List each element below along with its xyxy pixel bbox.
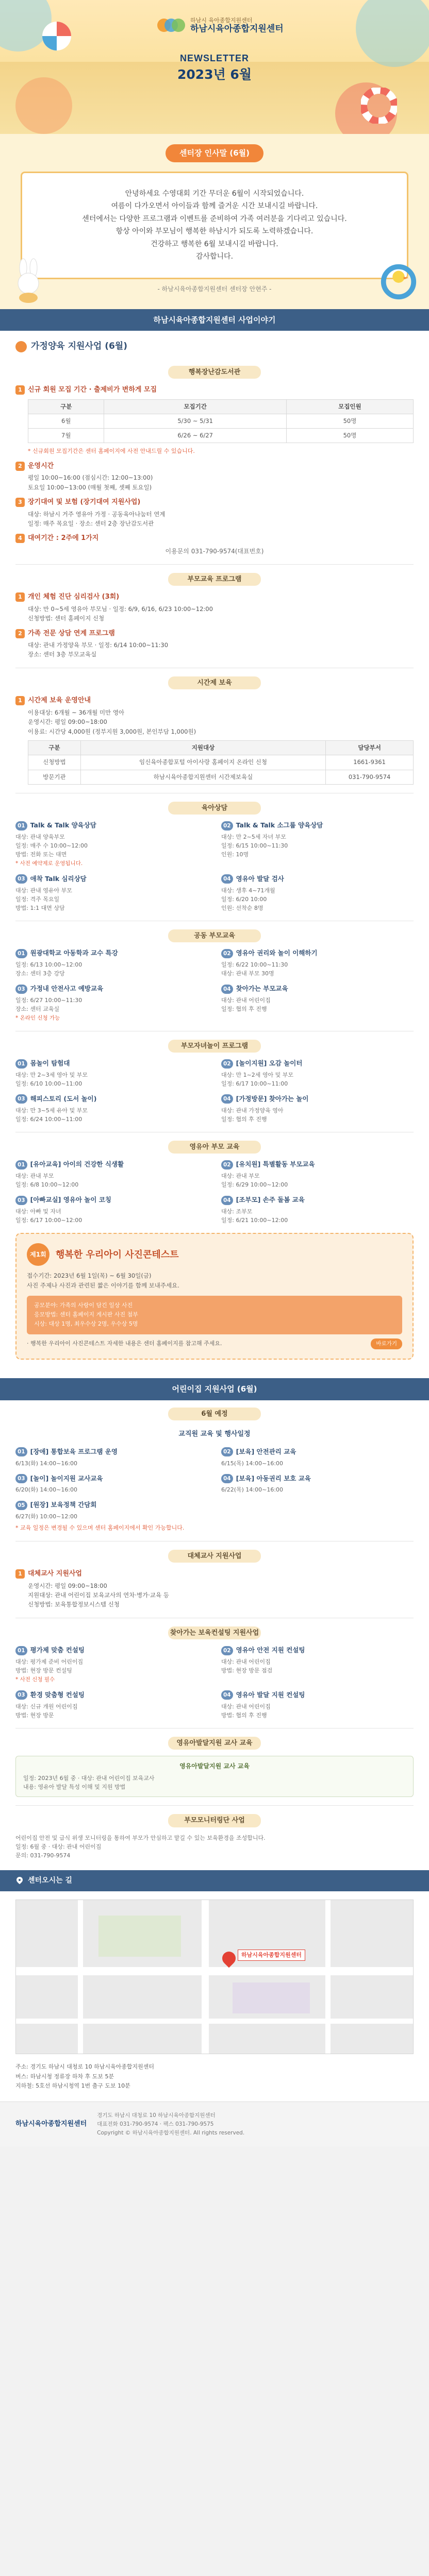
card-title-label: 가정내 안전사고 예방교육 xyxy=(30,985,104,993)
subtitle-month: 6월 예정 xyxy=(168,1408,261,1421)
card-title-label: 영유아 발달 지원 컨설팅 xyxy=(236,1690,305,1699)
card-line: 대상: 신규 개원 어린이집 xyxy=(15,1703,78,1710)
number-badge: 2 xyxy=(15,629,25,638)
card-title xyxy=(221,821,414,831)
card-title xyxy=(15,1690,208,1700)
program-card xyxy=(221,1195,414,1225)
card-title-label: [장애] 통합보육 프로그램 운영 xyxy=(30,1447,118,1455)
card-number-badge: 02 xyxy=(221,1447,233,1456)
card-line: 대상: 관내 어린이집 xyxy=(221,1658,271,1666)
card-number-badge: 02 xyxy=(221,821,233,831)
card-line: 장소: 센터 3층 강당 xyxy=(15,970,65,977)
number-badge: 4 xyxy=(15,534,25,543)
card-number-badge: 01 xyxy=(15,1447,27,1456)
subtitle-parent: 부모교육 프로그램 xyxy=(168,573,261,586)
footer-logo: 하남시육아종합지원센터 xyxy=(15,2120,87,2128)
card-number-badge: 03 xyxy=(15,1094,27,1104)
card-number-badge: 03 xyxy=(15,1196,27,1205)
card-title-label: 해피스토리 (도서 놀이) xyxy=(30,1095,97,1103)
swim-ring-icon xyxy=(361,88,397,124)
card-line: 일정: 6/20 10:00 xyxy=(221,895,267,903)
table-cell: 1661-9361 xyxy=(326,755,414,770)
footer-line: 대표전화 031-790-9574 · 팩스 031-790-9575 xyxy=(97,2121,214,2127)
table-row xyxy=(28,770,414,784)
card-number-badge: 02 xyxy=(221,1160,233,1170)
card-line: 일정: 6/10 10:00~11:00 xyxy=(15,1080,82,1088)
hero-banner xyxy=(0,0,429,134)
card-number-badge: 04 xyxy=(221,985,233,994)
safe-line: 문의: 031-790-9574 xyxy=(15,1852,71,1859)
card-line: 일정: 격주 목요일 xyxy=(15,895,60,903)
subtitle-parent-edu: 공동 부모교육 xyxy=(168,929,261,943)
subtitle-edu: 교직원 교육 및 행사일정 xyxy=(178,1430,251,1438)
card-title xyxy=(221,1059,414,1069)
card-line: 대상: 조부모 xyxy=(221,1208,253,1215)
location-map[interactable] xyxy=(15,1900,414,2054)
program-card xyxy=(221,948,414,978)
hotline-text: 이용문의 031-790-9574(대표번호) xyxy=(165,547,264,555)
contest-title: 행복한 우리아이 사진콘테스트 xyxy=(56,1249,179,1260)
card-note: * 온라인 신청 가능 xyxy=(15,1015,60,1022)
table-cell: 임신육아종합포털 아이사랑 홈페이지 온라인 신청 xyxy=(80,755,325,770)
card-title xyxy=(15,1094,208,1104)
card-line: 대상: 관내 부모 xyxy=(15,1173,54,1180)
card-title-label: 찾아가는 부모교육 xyxy=(236,985,288,993)
map-band-label: 센터오시는 길 xyxy=(28,1876,73,1885)
card-title xyxy=(221,1447,414,1457)
greeting-line: 항상 아이와 부모님이 행복한 하남시가 되도록 노력하겠습니다. xyxy=(116,227,314,235)
org-logo xyxy=(157,16,284,35)
program-card xyxy=(15,1646,208,1684)
family-chapter-title xyxy=(0,331,429,359)
greeting-line: 건강하고 행복한 6월 보내시길 바랍니다. xyxy=(151,240,278,248)
card-number-badge: 01 xyxy=(15,1160,27,1170)
beach-ball-icon xyxy=(41,21,72,52)
card-note: * 사전 신청 필수 xyxy=(15,1676,55,1683)
children-content xyxy=(0,1408,429,1870)
item-label: 신규 회원 모집 기간 · 출제비가 변하게 모집 xyxy=(28,386,157,394)
card-number-badge: 04 xyxy=(221,1094,233,1104)
card-title xyxy=(221,984,414,994)
card-line: 일정: 6/22 10:00~11:30 xyxy=(221,961,288,969)
program-card xyxy=(221,1094,414,1124)
table-row xyxy=(28,755,414,770)
card-number-badge: 01 xyxy=(15,1059,27,1069)
card-line: 대상: 관내 부모 30명 xyxy=(221,970,274,977)
newsletter-label: NEWSLETTER xyxy=(180,53,249,63)
program-card xyxy=(221,1447,414,1468)
table-row xyxy=(28,414,414,428)
card-line: 방법: 1:1 대면 상담 xyxy=(15,904,65,911)
card-line: 장소: 센터 교육실 xyxy=(15,1005,60,1012)
business-band: 하남시육아종합지원센터 사업이야기 xyxy=(0,309,429,331)
card-title xyxy=(15,984,208,994)
org-name: 하남시육아종합지원센터 xyxy=(190,23,284,34)
table-header: 담당부서 xyxy=(326,741,414,755)
card-title xyxy=(221,1690,414,1700)
chapter-bullet-icon xyxy=(15,341,27,352)
program-card xyxy=(15,1500,208,1521)
card-line: 일정: 매주 수 10:00~12:00 xyxy=(15,842,88,850)
program-card xyxy=(15,1094,208,1124)
greeting-signature: - 하남시육아종합지원센터 센터장 안현주 - xyxy=(157,285,272,293)
greeting-line: 센터에서는 다양한 프로그램과 이벤트를 준비하여 가족 여러분을 기다리고 있습니다. xyxy=(82,214,347,223)
item-line: 신청방법: 센터 홈페이지 신청 xyxy=(28,615,105,622)
card-line: 6/22(목) 14:00~16:00 xyxy=(221,1486,284,1494)
table-cell: 6/26 ~ 6/27 xyxy=(104,429,286,443)
card-line: 6/15(목) 14:00~16:00 xyxy=(221,1460,284,1467)
item-title xyxy=(15,696,414,706)
counsel-table xyxy=(28,740,414,785)
card-title-label: 환경 맞춤형 컨설팅 xyxy=(30,1690,85,1699)
card-line: 일정: 6/27 10:00~11:30 xyxy=(15,996,82,1004)
card-number-badge: 02 xyxy=(221,949,233,958)
card-line: 일정: 6/17 10:00~11:00 xyxy=(221,1080,288,1088)
card-line: 방법: 현장 방문 점검 xyxy=(221,1667,273,1674)
card-title xyxy=(15,1500,208,1510)
item-line: 대상: 만 0~5세 영유아 부모님 · 일정: 6/9, 6/16, 6/23 10:00~12:00 xyxy=(28,605,213,613)
card-number-badge: 01 xyxy=(15,1646,27,1655)
card-line: 방법: 전화 또는 대면 xyxy=(15,851,67,858)
duck-illustration-icon xyxy=(378,262,419,302)
card-line: 대상: 관내 어린이집 xyxy=(221,996,271,1004)
contest-detail-box xyxy=(27,1296,402,1334)
card-title-label: [원장] 보육정책 간담회 xyxy=(30,1501,97,1509)
table-cell: 50명 xyxy=(286,414,413,428)
item-title xyxy=(15,629,414,639)
card-line: 일정: 6/24 10:00~11:00 xyxy=(15,1115,82,1123)
card-line: 대상: 만 1~2세 영아 및 부모 xyxy=(221,1072,294,1079)
item-title xyxy=(15,533,414,544)
table-header: 모집기간 xyxy=(104,399,286,414)
item-title xyxy=(15,461,414,471)
table-row xyxy=(28,429,414,443)
program-card xyxy=(15,984,208,1023)
item-line: 토요일 10:00~13:00 (매월 첫째, 셋째 토요일) xyxy=(28,483,152,491)
edu-note: * 교육 일정은 변경될 수 있으며 센터 홈페이지에서 확인 가능합니다. xyxy=(15,1524,185,1532)
table-note: * 신규회원 모집기간은 센터 홈페이지에 사전 안내드릴 수 있습니다. xyxy=(28,448,195,455)
item-title xyxy=(15,592,414,602)
box-line: 일정: 2023년 6월 중 · 대상: 관내 어린이집 보육교사 xyxy=(23,1775,155,1782)
map-pin-icon xyxy=(220,1949,239,1968)
card-title-label: [유아교육] 아이의 건강한 식생활 xyxy=(30,1160,124,1168)
safe-line: 어린이집 안전 및 급식 위생 모니터링을 통하여 부모가 안심하고 맡길 수 있는 보육환경을 조성합니다. xyxy=(15,1834,266,1841)
item-line: 신청방법: 보육통합정보시스템 신청 xyxy=(28,1601,120,1608)
item-line: 장소: 센터 3층 부모교육실 xyxy=(28,651,97,658)
number-badge: 1 xyxy=(15,385,25,395)
table-header: 지원대상 xyxy=(80,741,325,755)
card-line: 대상: 만 2~3세 영아 및 부모 xyxy=(15,1072,88,1079)
card-title-label: [놀이] 놀이지원 교사교육 xyxy=(30,1474,103,1482)
program-card xyxy=(15,821,208,868)
item-label: 개인 체험 진단 심리검사 (3회) xyxy=(28,593,120,601)
table-header: 구분 xyxy=(28,741,81,755)
transit-line: 주소: 경기도 하남시 대청로 10 하남시육아종합지원센터 xyxy=(15,2063,154,2070)
card-line: 인원: 선착순 8명 xyxy=(221,904,263,911)
contest-detail-line: 시상: 대상 1명, 최우수상 2명, 우수상 5명 xyxy=(34,1320,138,1328)
card-line: 대상: 관내 양육부모 xyxy=(15,834,65,841)
card-number-badge: 02 xyxy=(221,1059,233,1069)
contest-line: 사진 주제나 사진과 관련된 짧은 이야기를 함께 보내주세요. xyxy=(27,1282,179,1290)
org-subtitle: 하남시 육아종합지원센터 xyxy=(190,16,253,24)
card-number-badge: 04 xyxy=(221,1474,233,1483)
map-band xyxy=(0,1870,429,1891)
box-line: 내용: 영유아 발달 특성 이해 및 지원 방법 xyxy=(23,1784,126,1791)
item-label: 장기대여 및 보험 (장기대여 지원사업) xyxy=(28,498,141,506)
item-label: 대여기간 : 2주에 1가지 xyxy=(28,534,99,543)
program-card xyxy=(15,1160,208,1189)
table-header: 모집인원 xyxy=(286,399,413,414)
card-note: * 사전 예약제로 운영됩니다. xyxy=(15,860,83,867)
box-title: 영유아발달지원 교사 교육 xyxy=(179,1762,250,1770)
card-line: 6/27(화) 10:00~12:00 xyxy=(15,1513,78,1520)
card-title-label: Talk & Talk 양육상담 xyxy=(30,821,96,829)
card-title xyxy=(221,874,414,884)
item-line: 이용대상: 6개월 ~ 36개월 미만 영아 xyxy=(28,708,125,716)
item-title xyxy=(15,1569,414,1579)
card-line: 방법: 현장 방문 xyxy=(15,1711,54,1719)
program-card xyxy=(221,874,414,912)
card-title xyxy=(15,948,208,958)
card-title-label: 애착 Talk 심리상담 xyxy=(30,874,87,883)
card-number-badge: 03 xyxy=(15,874,27,884)
transit-line: 버스: 하남시청 정류장 하차 후 도보 5분 xyxy=(15,2073,114,2080)
subtitle-counsel: 시간제 보육 xyxy=(168,676,261,690)
card-title-label: 영유아 권리와 놀이 이해하기 xyxy=(236,949,318,957)
table-cell: 7월 xyxy=(28,429,104,443)
card-grid xyxy=(15,821,414,912)
issue-title: 2023년 6월 xyxy=(177,67,252,82)
transit-line: 지하철: 5호선 하남시청역 1번 출구 도보 10분 xyxy=(15,2082,130,2090)
bunny-illustration-icon xyxy=(10,258,46,304)
card-grid xyxy=(15,1160,414,1225)
card-grid xyxy=(15,1059,414,1124)
card-title-label: 몸놀이 탐험대 xyxy=(30,1059,70,1067)
item-label: 가족 전문 상담 연계 프로그램 xyxy=(28,629,115,637)
greeting-badge: 센터장 인사말 (6월) xyxy=(166,144,263,162)
card-number-badge: 04 xyxy=(221,1690,233,1700)
subtitle-extension: 영유아 부모 교육 xyxy=(168,1141,261,1154)
table-cell: 031-790-9574 xyxy=(326,770,414,784)
card-line: 일정: 6/8 10:00~12:00 xyxy=(15,1181,79,1189)
children-band: 어린이집 지원사업 (6월) xyxy=(0,1378,429,1400)
card-line: 일정: 6/13 10:00~12:00 xyxy=(15,961,82,969)
program-card xyxy=(221,1160,414,1189)
card-title-label: Talk & Talk 소그룹 양육상담 xyxy=(236,821,323,829)
table-cell: 50명 xyxy=(286,429,413,443)
program-card xyxy=(15,948,208,978)
item-label: 운영시간 xyxy=(28,462,54,470)
program-card xyxy=(221,1690,414,1720)
card-title-label: 영유아 발달 검사 xyxy=(236,874,284,883)
card-title-label: 평가제 맞춤 컨설팅 xyxy=(30,1646,85,1654)
table-cell: 방문기관 xyxy=(28,770,81,784)
card-line: 일정: 협의 후 진행 xyxy=(221,1115,267,1123)
card-line: 대상: 관내 가정양육 영아 xyxy=(221,1107,284,1114)
contest-link-text: · 행복한 우리아이 사진콘테스트 자세한 내용은 센터 홈페이지를 참고해 주세요. xyxy=(27,1340,222,1347)
subtitle-playroom: 행복장난감도서관 xyxy=(168,366,261,379)
table-cell: 신청방법 xyxy=(28,755,81,770)
card-title-label: [유치원] 특별활동 부모교육 xyxy=(236,1160,315,1168)
contest-detail-line: 공모분야: 가족의 사랑이 담긴 일상 사진 xyxy=(34,1302,133,1309)
card-title xyxy=(15,1195,208,1205)
card-title xyxy=(15,1646,208,1655)
card-line: 6/20(화) 14:00~16:00 xyxy=(15,1486,78,1494)
card-line: 대상: 관내 어린이집 xyxy=(221,1703,271,1710)
logo-mark-icon xyxy=(157,16,185,35)
footer xyxy=(0,2102,429,2146)
contest-detail-line: 응모방법: 센터 홈페이지 게시판 사진 첨부 xyxy=(34,1311,138,1318)
card-number-badge: 01 xyxy=(15,821,27,831)
card-line: 방법: 협의 후 진행 xyxy=(221,1711,267,1719)
card-line: 대상: 아빠 및 자녀 xyxy=(15,1208,61,1215)
card-title xyxy=(15,1059,208,1069)
card-title-label: [아빠교실] 영유아 놀이 코칭 xyxy=(30,1196,111,1204)
card-title xyxy=(221,1474,414,1484)
card-line: 일정: 6/17 10:00~12:00 xyxy=(15,1217,82,1224)
transit-info xyxy=(0,2062,429,2102)
subtitle-safe: 부모모니터링단 사업 xyxy=(168,1814,261,1827)
subtitle-home: 찾아가는 보육컨설팅 지원사업 xyxy=(168,1626,261,1640)
card-line: 인원: 10명 xyxy=(221,851,249,858)
card-line: 6/13(화) 14:00~16:00 xyxy=(15,1460,78,1467)
subtitle-consult: 대체교사 지원사업 xyxy=(168,1550,261,1563)
card-title-label: [놀이지원] 오감 놀이터 xyxy=(236,1059,303,1067)
subtitle-family-play: 부모자녀놀이 프로그램 xyxy=(168,1040,261,1053)
program-card xyxy=(15,874,208,912)
card-number-badge: 03 xyxy=(15,1690,27,1700)
card-number-badge: 02 xyxy=(221,1646,233,1655)
program-card xyxy=(15,1447,208,1468)
program-card xyxy=(15,1474,208,1495)
table-cell: 하남시육아종합지원센터 시간제보육실 xyxy=(80,770,325,784)
card-line: 대상: 관내 부모 xyxy=(221,1173,260,1180)
table-cell: 6월 xyxy=(28,414,104,428)
program-card xyxy=(15,1195,208,1225)
card-line: 대상: 생후 4~71개월 xyxy=(221,887,275,894)
card-title xyxy=(221,1094,414,1104)
card-number-badge: 03 xyxy=(15,985,27,994)
card-line: 방법: 현장 방문 컨설팅 xyxy=(15,1667,72,1674)
card-title-label: [가정방문] 찾아가는 놀이 xyxy=(236,1095,309,1103)
recruit-table xyxy=(28,399,414,444)
program-card xyxy=(221,1059,414,1088)
number-badge: 1 xyxy=(15,592,25,602)
item-line: 이용료: 시간당 4,000원 (정부지원 3,000원, 본인부담 1,000원) xyxy=(28,727,196,735)
card-title-label: 영유아 안전 지원 컨설팅 xyxy=(236,1646,305,1654)
number-badge: 2 xyxy=(15,462,25,471)
footer-line: Copyright © 하남시육아종합지원센터. All rights reserved. xyxy=(97,2129,245,2136)
card-line: 대상: 평가제 준비 어린이집 xyxy=(15,1658,84,1666)
card-title xyxy=(15,821,208,831)
number-badge: 1 xyxy=(15,1569,25,1579)
table-cell: 5/30 ~ 5/31 xyxy=(104,414,286,428)
card-title xyxy=(15,1160,208,1170)
card-title xyxy=(221,1160,414,1170)
item-line: 평일 10:00~16:00 (점심시간: 12:00~13:00) xyxy=(28,474,153,482)
safe-line: 일정: 6월 중 · 대상: 관내 어린이집 xyxy=(15,1843,102,1850)
info-box xyxy=(15,1756,414,1797)
card-title xyxy=(15,874,208,884)
contest-badge: 제1회 xyxy=(27,1243,50,1266)
card-line: 일정: 협의 후 진행 xyxy=(221,1005,267,1012)
item-line: 대상: 관내 가정양육 부모 · 일정: 6/14 10:00~11:30 xyxy=(28,641,169,649)
table-header: 구분 xyxy=(28,399,104,414)
contest-line: 접수기간: 2023년 6월 1일(목) ~ 6월 30일(금) xyxy=(27,1272,152,1280)
card-title-label: [보육] 안전관리 교육 xyxy=(236,1447,296,1455)
program-card xyxy=(221,1474,414,1495)
item-line: 지원대상: 관내 어린이집 보육교사의 연차·병가·교육 등 xyxy=(28,1591,169,1599)
card-grid xyxy=(15,948,414,1022)
card-line: 대상: 만 3~5세 유아 및 부모 xyxy=(15,1107,88,1114)
card-title xyxy=(221,1195,414,1205)
program-card xyxy=(221,984,414,1023)
card-number-badge: 04 xyxy=(221,1196,233,1205)
card-title xyxy=(15,1474,208,1484)
card-title-label: 원광대학교 아동학과 교수 특강 xyxy=(30,949,118,957)
item-line: 운영시간: 평일 09:00~18:00 xyxy=(28,718,107,726)
number-badge: 3 xyxy=(15,498,25,507)
family-content xyxy=(0,366,429,1379)
card-title-label: [보육] 아동권리 보호 교육 xyxy=(236,1474,311,1482)
item-line: 대상: 하남시 거주 영유아 가정 · 공동육아나눔터 연계 xyxy=(28,510,166,518)
footer-line: 경기도 하남시 대청로 10 하남시육아종합지원센터 xyxy=(97,2112,216,2119)
contest-go-button[interactable]: 바로가기 xyxy=(371,1338,402,1350)
card-number-badge: 01 xyxy=(15,949,27,958)
item-label: 대체교사 지원사업 xyxy=(28,1570,82,1578)
card-title xyxy=(221,948,414,958)
card-line: 일정: 6/15 10:00~11:30 xyxy=(221,842,288,850)
greeting-line: 여름이 다가오면서 아이들과 함께 즐거운 시간 보내시길 바랍니다. xyxy=(111,202,318,210)
item-title xyxy=(15,497,414,507)
item-line: 일정: 매주 목요일 · 장소: 센터 2층 장난감도서관 xyxy=(28,519,154,527)
greeting-box xyxy=(21,172,408,279)
card-line: 일정: 6/21 10:00~12:00 xyxy=(221,1217,288,1224)
item-line: 운영시간: 평일 09:00~18:00 xyxy=(28,1582,107,1589)
program-card xyxy=(221,821,414,868)
item-label: 시간제 보육 운영안내 xyxy=(28,697,91,705)
card-title xyxy=(15,1447,208,1457)
location-pin-icon xyxy=(15,1876,24,1885)
card-grid xyxy=(15,1646,414,1719)
greeting-line: 감사합니다. xyxy=(195,252,234,261)
card-number-badge: 03 xyxy=(15,1474,27,1483)
subtitle-ext2: 영유아발달지원 교사 교육 xyxy=(168,1737,261,1750)
card-line: 대상: 만 2~5세 자녀 부모 xyxy=(221,834,286,841)
greeting-line: 안녕하세요 수영대회 기간 무더운 6월이 시작되었습니다. xyxy=(125,189,304,198)
card-title-label: [조부모] 손주 돌봄 교육 xyxy=(236,1196,305,1204)
map-label: 하남시육아종합지원센터 xyxy=(238,1950,305,1961)
card-number-badge: 04 xyxy=(221,874,233,884)
card-number-badge: 05 xyxy=(15,1501,27,1510)
program-card xyxy=(15,1059,208,1088)
item-title xyxy=(15,385,414,395)
chapter-label: 가정양육 지원사업 (6월) xyxy=(31,341,128,351)
card-grid xyxy=(15,1447,414,1521)
program-card xyxy=(15,1690,208,1720)
greeting-section xyxy=(0,134,429,309)
program-card xyxy=(221,1646,414,1684)
photo-contest xyxy=(15,1233,414,1360)
card-line: 대상: 관내 영유아 부모 xyxy=(15,887,72,894)
subtitle-play: 육아상담 xyxy=(168,802,261,815)
card-title xyxy=(221,1646,414,1655)
card-line: 일정: 6/29 10:00~12:00 xyxy=(221,1181,288,1189)
number-badge: 1 xyxy=(15,696,25,705)
